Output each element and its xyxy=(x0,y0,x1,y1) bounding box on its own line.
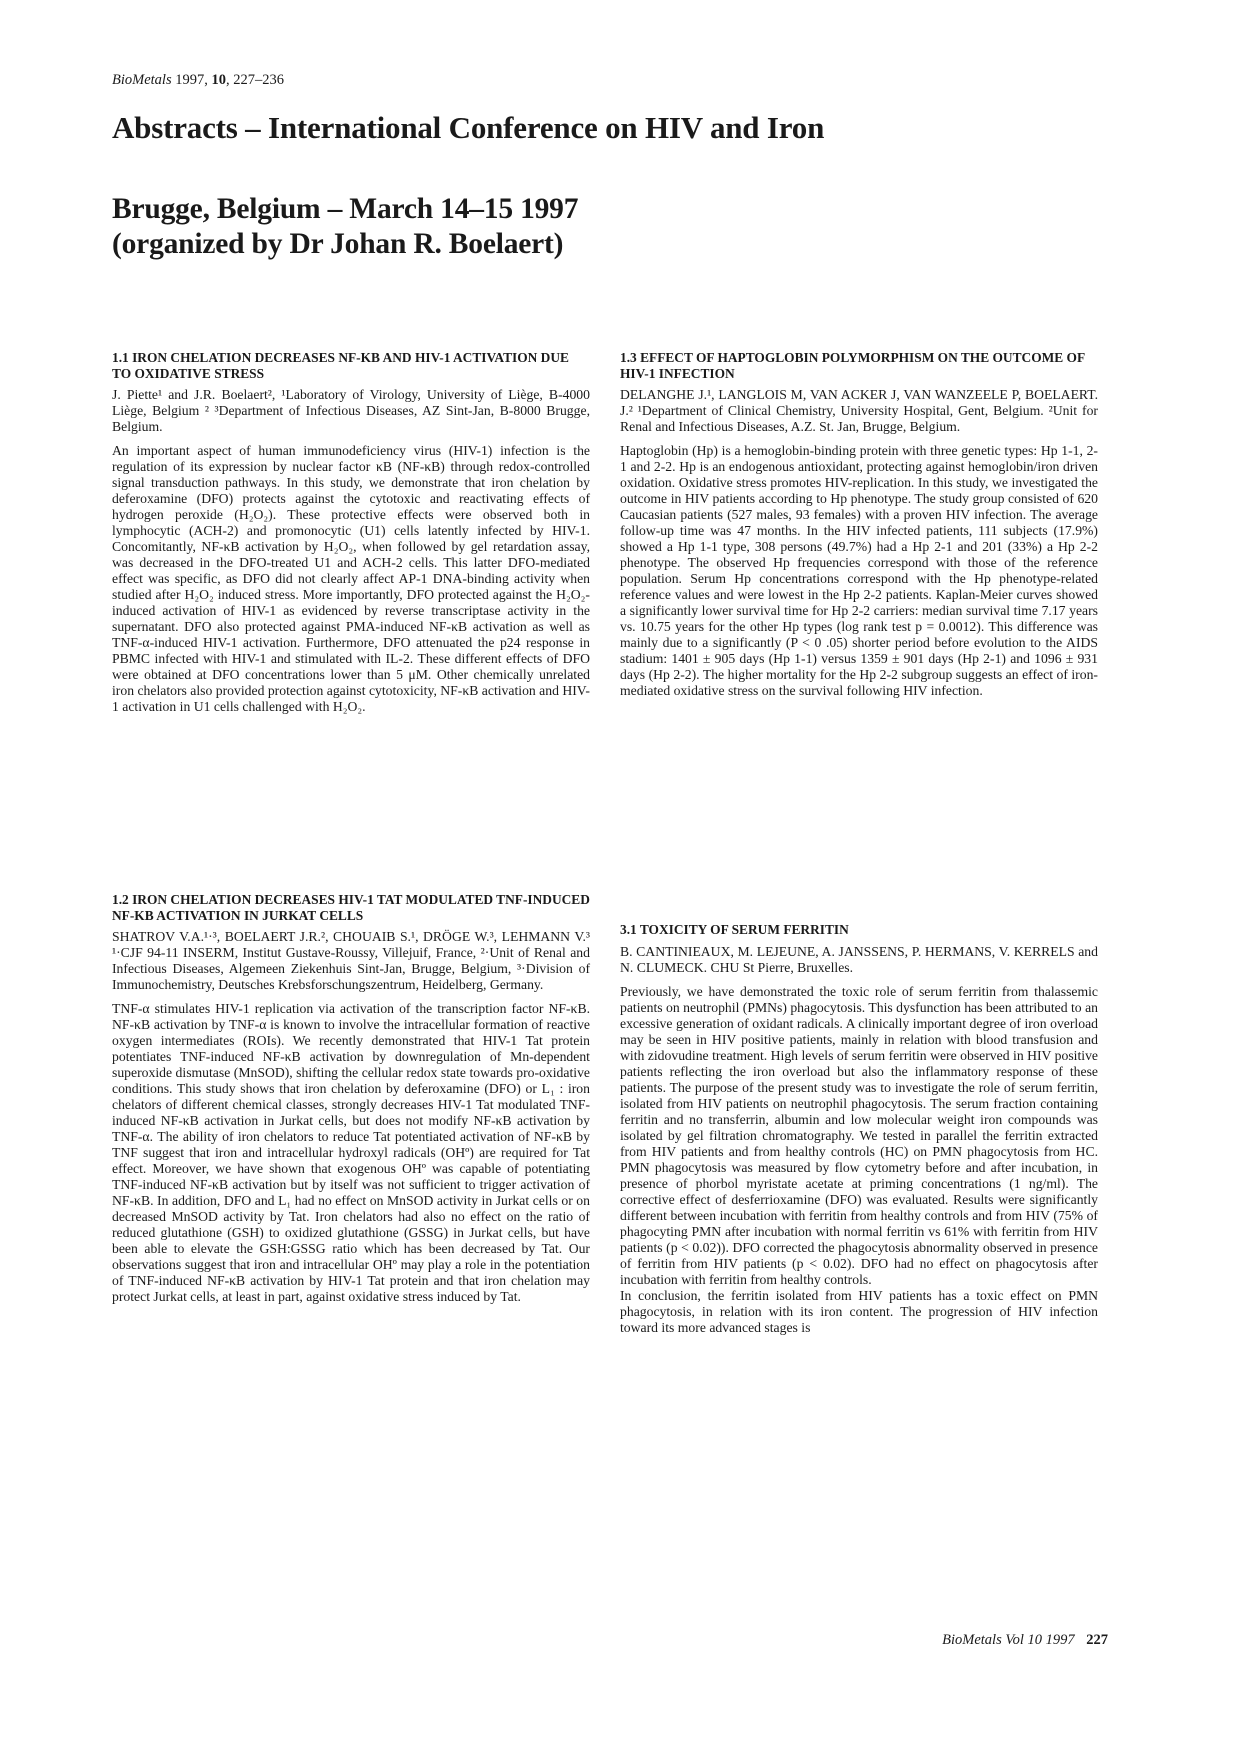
abstract-paragraph: TNF-α stimulates HIV-1 replication via activation of the transcription factor NF-κB. NF-κB activation by TNF-α is known to involve the intracellular formation of reactive oxygen intermediates (ROIs). We recently demonstrated that HIV-1 Tat protein potentiates TNF-induced NF-κB activation by downregulation of Mn-dependent superoxide dismutase (MnSOD), shifting the cellular redox state towards pro-oxidative conditions. This study shows that iron chelation by deferoxamine (DFO) or L₁ : iron chelators of different chemical classes, strongly decreases HIV-1 Tat modulated TNF-induced NF-κB activation in Jurkat cells, but does not modify NF-κB activation by TNF-α. The ability of iron chelators to reduce Tat potentiated activation of NF-κB by TNF suggest that iron and intracellular hydroxyl radicals (OHº) are required for Tat effect. Moreover, we have shown that exogenous OHº was capable of potentiating TNF-induced NF-κB activation but by itself was not sufficient to trigger activation of NF-κB. In addition, DFO and L₁ had no effect on MnSOD activity in Jurkat cells or on decreased MnSOD activity by Tat. Iron chelators had also no effect on the ratio of reduced glutathione (GSH) to oxidized glutathione (GSSG) in Jurkat cells, but have been able to elevate the GSH:GSSG ratio which has been decreased by Tat. Our observations suggest that iron and intracellular OHº may play a role in the potentiation of TNF-induced NF-κB activation by HIV-1 Tat protein and that iron chelation may protect Jurkat cells, at least in part, against oxidative stress induced by Tat. xyxy=(112,1001,590,1304)
abstract-paragraph-conclusion: In conclusion, the ferritin isolated from HIV patients has a toxic effect on PMN phagocytosis, in relation with its iron content. The progression of HIV infection toward its more advanced stages is xyxy=(620,1287,1098,1335)
abstract-title: 3.1 TOXICITY OF SERUM FERRITIN xyxy=(620,922,849,937)
conference-location-date: Brugge, Belgium – March 14–15 1997 xyxy=(112,193,579,225)
footer-journal: BioMetals Vol 10 1997 xyxy=(942,1632,1075,1648)
abstract-3-1 xyxy=(620,922,1098,1336)
abstract-authors: B. CANTINIEAUX, M. LEJEUNE, A. JANSSENS, P. HERMANS, V. KERRELS and N. CLUMECK. CHU St Pierre, Bruxelles. xyxy=(620,943,1098,975)
abstract-paragraph: Previously, we have demonstrated the toxic role of serum ferritin from thalassemic patients on neutrophil (PMNs) phagocytosis. This dysfunction has been attributed to an excessive generation of oxidant radicals. A clinically important degree of iron overload may be seen in HIV positive patients, mainly in relation with blood transfusion and with zidovudine treatment. High levels of serum ferritin were observed in HIV positive patients reflecting the iron overload but also the inflammatory response of these patients. The purpose of the present study was to investigate the role of serum ferritin, isolated from HIV patients on neutrophil phagocytosis. The serum fraction containing ferritin and no transferrin, albumin and low molecular weight iron compounds was isolated by gel filtration chromatography. We tested in parallel the ferritin extracted from HIV patients and from healthy controls (HC) on PMN phagocytosis from HC. PMN phagocytosis was measured by flow cytometry before and after incubation, in presence of phorbol myristate acetate at priming concentrations (1 ng/ml). The corrective effect of desferrioxamine (DFO) was evaluated. Results were significantly different between incubation with ferritin from healthy controls and from HIV (75% of phagocyting PMN after incubation with normal ferritin vs 61% with ferritin from HIV patients (p < 0.02)). DFO corrected the phagocytosis abnormality observed in presence of ferritin from HIV patients (p < 0.02). DFO had no effect on phagocytosis after incubation with ferritin from healthy controls. xyxy=(620,983,1098,1287)
abstract-authors: DELANGHE J.¹, LANGLOIS M, VAN ACKER J, VAN WANZEELE P, BOELAERT. J.² ¹Department of Clinical Chemistry, University Hospital, Gent, Belgium. ²Unit for Renal and Infectious Diseases, A.Z. St. Jan, Brugge, Belgium. xyxy=(620,387,1098,434)
abstract-title: 1.3 EFFECT OF HAPTOGLOBIN POLYMORPHISM ON THE OUTCOME OF HIV-1 INFECTION xyxy=(620,350,1085,381)
abstract-1-3 xyxy=(620,350,1098,699)
page-number: 227 xyxy=(1086,1632,1108,1648)
conference-organizer: (organized by Dr Johan R. Boelaert) xyxy=(112,228,564,260)
abstract-1-1 xyxy=(112,350,590,715)
abstract-body xyxy=(112,443,590,715)
page-footer xyxy=(942,1632,1108,1649)
journal-name: BioMetals xyxy=(112,72,172,88)
abstract-title: 1.1 IRON CHELATION DECREASES NF-ΚB AND HIV-1 ACTIVATION DUE TO OXIDATIVE STRESS xyxy=(112,350,569,381)
abstract-authors: SHATROV V.A.¹·³, BOELAERT J.R.², CHOUAIB S.¹, DRÖGE W.³, LEHMANN V.³ ¹·CJF 94-11 INSERM, Institut Gustave-Roussy, Villejuif, France, ²·Unit of Renal and Infectious Diseases, Algemeen Ziekenhuis Sint-Jan, Brugge, Belgium, ³·Division of Immunochemistry, Deutsches Krebsforschungszentrum, Heidelberg, Germany. xyxy=(112,929,590,992)
citation-volume: 10 xyxy=(211,72,226,88)
abstract-paragraph: Haptoglobin (Hp) is a hemoglobin-binding protein with three genetic types: Hp 1-1, 2-1 and 2-2. Hp is an endogenous antioxidant, protecting against hemoglobin/iron driven oxidation. Oxidative stress promotes HIV-replication. In this study, we investigated the outcome in HIV patients according to Hp phenotype. The study group consisted of 620 Caucasian patients (527 males, 93 females) with a proven HIV infection. The average follow-up time was 47 months. In the HIV infected patients, 111 subjects (17.9%) showed a Hp 1-1 type, 308 persons (49.7%) had a Hp 2-1 and 201 (33%) a Hp 2-2 phenotype. The observed Hp frequencies correspond with those of the reference population. Serum Hp concentrations correspond with the Hp phenotype-related reference values and were lowest in the Hp 2-2 patients. Kaplan-Meier curves showed a significantly lower survival time for Hp 2-2 carriers: median survival time 7.17 years vs. 10.75 years for the other Hp types (log rank test p = 0.0012). This difference was mainly due to a significantly (P < 0 .05) shorter period before evolution to the AIDS stadium: 1401 ± 905 days (Hp 1-1) versus 1359 ± 901 days (Hp 2-1) and 1096 ± 931 days (Hp 2-2). The higher mortality for the Hp 2-2 subgroup suggests an effect of iron-mediated oxidative stress on the survival following HIV infection. xyxy=(620,443,1098,698)
abstract-body xyxy=(620,443,1098,699)
abstract-body xyxy=(112,1001,590,1305)
abstract-title: 1.2 IRON CHELATION DECREASES HIV-1 TAT MODULATED TNF-INDUCED NF-ΚB ACTIVATION IN JURKAT CELLS xyxy=(112,892,590,923)
conference-subtitle xyxy=(112,192,578,262)
running-head xyxy=(112,72,284,89)
citation-year: 1997, xyxy=(175,72,208,88)
conference-title: Abstracts – International Conference on HIV and Iron xyxy=(112,110,825,145)
abstract-1-2 xyxy=(112,892,590,1305)
abstract-authors: J. Piette¹ and J.R. Boelaert², ¹Laboratory of Virology, University of Liège, B-4000 Liège, Belgium ² ³Department of Infectious Diseases, AZ Sint-Jan, B-8000 Brugge, Belgium. xyxy=(112,387,590,434)
abstract-paragraph: An important aspect of human immunodeficiency virus (HIV-1) infection is the regulation of its expression by nuclear factor κB (NF-κB) through redox-controlled signal transduction pathways. In this study, we demonstrate that iron chelation by deferoxamine (DFO) protects against the cytotoxic and reactivating effects of hydrogen peroxide (H₂O₂). These protective effects were observed both in lymphocytic (ACH-2) and promonocytic (U1) cells latently infected by HIV-1. Concomitantly, NF-κB activation by H₂O₂, when followed by gel retardation assay, was decreased in the DFO-treated U1 and ACH-2 cells. This latter DFO-mediated effect was specific, as DFO did not clearly affect AP-1 DNA-binding activity when studied after H₂O₂ induced stress. More importantly, DFO protected against the H₂O₂-induced activation of HIV-1 as evidenced by reverse transcriptase activity in the supernatant. DFO also protected against PMA-induced NF-κB activation as well as TNF-α-induced HIV-1 activation. Furthermore, DFO attenuated the p24 response in PBMC infected with HIV-1 and stimulated with IL-2. These different effects of DFO were obtained at DFO concentrations lower than 5 μM. Other chemically unrelated iron chelators also provided protection against cytotoxicity, NF-κB activation and HIV-1 activation in U1 cells challenged with H₂O₂. xyxy=(112,443,590,714)
abstract-body xyxy=(620,984,1098,1336)
citation-pages: , 227–236 xyxy=(225,72,284,88)
